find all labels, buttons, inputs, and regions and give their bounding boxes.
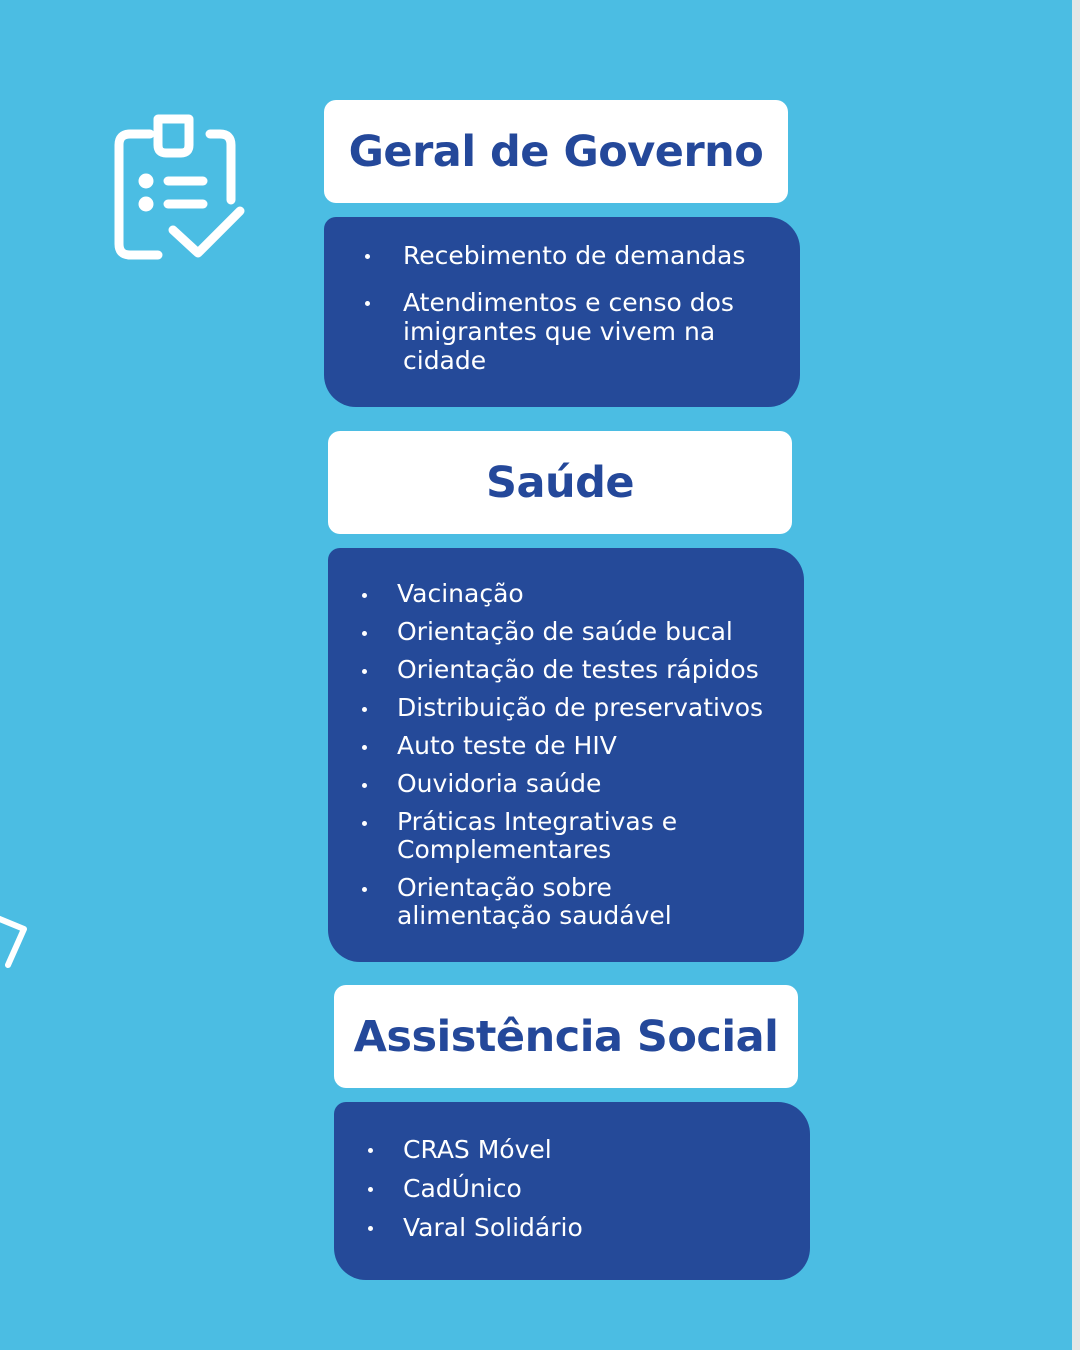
list-item: Orientação sobre alimentação saudável xyxy=(397,874,727,930)
paper-plane-icon xyxy=(0,905,30,975)
list-item: Atendimentos e censo dos imigrantes que vivem na cidade xyxy=(403,288,763,375)
list-item: Distribuição de preservativos xyxy=(397,694,804,722)
list-item: Orientação de testes rápidos xyxy=(397,656,804,684)
list-item: Vacinação xyxy=(397,580,804,608)
list-item: Ouvidoria saúde xyxy=(397,770,804,798)
section-title: Geral de Governo xyxy=(348,126,764,177)
right-edge-strip xyxy=(1072,0,1080,1350)
section-list-card xyxy=(324,217,800,407)
section-list-card xyxy=(328,548,804,962)
list-item: Varal Solidário xyxy=(403,1213,810,1242)
list-item: Práticas Integrativas e Complementares xyxy=(397,808,727,864)
section-list-card xyxy=(334,1102,810,1280)
section-title-card xyxy=(328,431,792,534)
item-list xyxy=(403,241,800,375)
list-item: CRAS Móvel xyxy=(403,1135,810,1164)
section-title-card xyxy=(334,985,798,1088)
item-list xyxy=(403,1135,810,1242)
section-title: Saúde xyxy=(485,457,635,508)
list-item: Auto teste de HIV xyxy=(397,732,804,760)
item-list xyxy=(397,580,804,930)
list-item: CadÚnico xyxy=(403,1174,810,1203)
list-item: Orientação de saúde bucal xyxy=(397,618,804,646)
section-title: Assistência Social xyxy=(353,1011,779,1062)
clipboard-check-icon xyxy=(110,110,250,265)
section-title-card xyxy=(324,100,788,203)
list-item: Recebimento de demandas xyxy=(403,241,800,270)
